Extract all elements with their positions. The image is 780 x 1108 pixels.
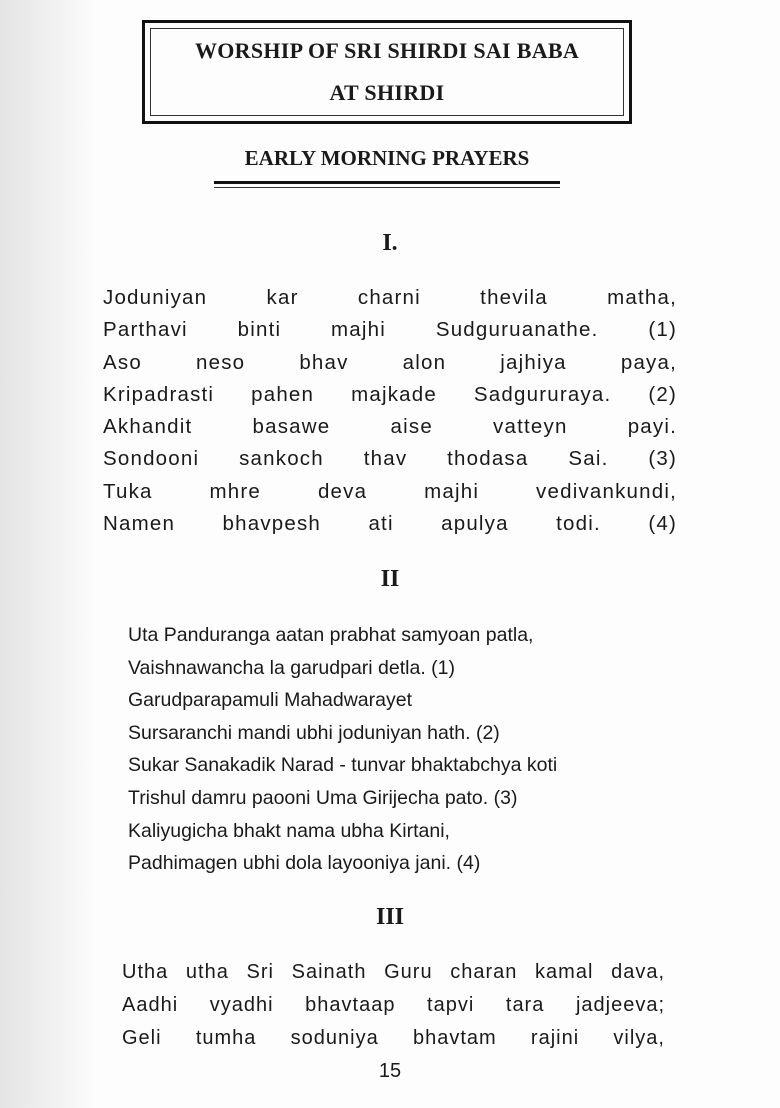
verse-line: Geli tumha soduniya bhavtam rajini vilya, (122, 1026, 665, 1049)
verse-line: Padhimagen ubhi dola layooniya jani. (4) (128, 852, 481, 875)
section-heading-1: I. (382, 230, 398, 256)
verse-line: Aadhi vyadhi bhavtaap tapvi tara jadjeeva; (122, 993, 665, 1016)
title-line-1: WORSHIP OF SRI SHIRDI SAI BABA (194, 38, 580, 63)
verse-line: Akhandit basawe aise vatteyn payi. (103, 415, 677, 439)
title-box (142, 20, 632, 124)
section-heading-2: II (380, 566, 400, 592)
subtitle-underline (214, 181, 560, 184)
verse-line: Trishul damru paooni Uma Girijecha pato. (3) (128, 786, 518, 809)
page-number: 15 (378, 1060, 402, 1082)
verse-line: Aso neso bhav alon jajhiya paya, (103, 350, 677, 374)
verse-line: Utha utha Sri Sainath Guru charan kamal dava, (122, 961, 665, 983)
verse-1 (103, 282, 677, 540)
section-subtitle: EARLY MORNING PRAYERS (244, 146, 530, 170)
verse-line: Vaishnawancha la garudpari detla. (1) (128, 656, 456, 679)
verse-line: Namen bhavpesh ati apulya todi. (4) (103, 512, 677, 536)
verse-line: Tuka mhre deva majhi vedivankundi, (103, 479, 677, 503)
verse-line: Sursaranchi mandi ubhi joduniyan hath. (2) (128, 721, 500, 744)
title-line-2: AT SHIRDI (329, 80, 445, 105)
section-heading-3: III (375, 904, 405, 930)
verse-line: Kaliyugicha bhakt nama ubha Kirtani, (128, 819, 450, 842)
subtitle-underline-thin (214, 187, 560, 188)
verse-line: Sondooni sankoch thav thodasa Sai. (3) (103, 447, 677, 471)
verse-line: Joduniyan kar charni thevila matha, (103, 286, 677, 309)
verse-line: Garudparapamuli Mahadwarayet (128, 689, 412, 712)
page-gutter (0, 0, 92, 1108)
verse-2 (128, 619, 557, 880)
verse-line: Kripadrasti pahen majkade Sadgururaya. (2) (103, 382, 677, 406)
verse-line: Parthavi binti majhi Sudguruanathe. (1) (103, 318, 677, 342)
verse-line: Uta Panduranga aatan prabhat samyoan patla, (128, 624, 534, 646)
verse-line: Sukar Sanakadik Narad - tunvar bhaktabchya koti (128, 754, 558, 777)
verse-3 (122, 956, 665, 1054)
